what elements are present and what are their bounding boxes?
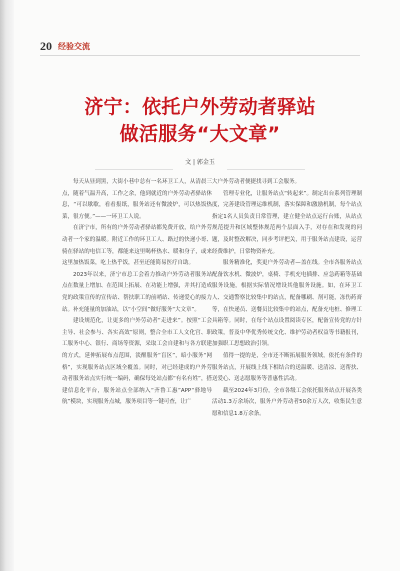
paragraph: 服务精准化，奖更户外劳动者—盖在线。全市各服务站点配备饮水机、微波炉，桌椅、手机充电插排、应急药箱等基础服务设施，根据实际情况增设其他服务设施。如，在环卫工人、交通警察比较集中的站点，配备哪刷、剂可能，冻伤药膏等，在快递员、送餐员比较集中的站点，配备充电桩、修理工具箱等。同时，在每个站点设置阅读专区，配备宣传党的方针政策，普及中华优秀传统文化、维护劳动者权益等书籍报刊，加强职工思想政治引领。 (212, 260, 362, 348)
article-title-line-2: 做活服务“大文章” (119, 123, 281, 145)
author-rule-left (95, 169, 173, 170)
paragraph: 2023年以来，济宁市总工会着力推动户外劳动者服务站点在数量上增加、在范围上拓展、在功能上增强，并其打造成党的政策宣传的宣传站、帮扶职工的前哨站、传递爱心的接力站。补充能量的加油站，以“小空间”做好服务“大文章”。 (62, 271, 212, 313)
paragraph: 管理专业化，让服务站点“转起来”。制定出台系列管理制度，完善建设管理运维机制，落实保障和激励机制，每个站点指定1名人员负责日常管理，建立健全站点运行台账，从站点规范提升和区域整体规范两个层面入手，对存在和发现的问题，及时整改解决，同步考评把关，用于服务站点建设，运营经费维护，日常物资补充。 (212, 190, 362, 255)
page-header (40, 38, 90, 54)
text-column-right (212, 177, 362, 420)
article-title-line-1: 济宁：依托户外劳动者驿站 (84, 96, 316, 118)
author-rule-right (227, 169, 305, 170)
paragraph: 值得一提的是，全市还不断拓展服务领域，依托有条件的服务站点，开展线上线下相结合的送温暖、送清凉、送帮扶、送爱心、送志愿服务等普惠性活动。 (212, 352, 362, 383)
page-spine-shadow (0, 0, 14, 571)
header-divider (40, 55, 360, 56)
paragraph: 在济宁市，所有的户外劳动者驿站都免费开放，给户外劳动者一个家的温暖。附近工作的环卫工人、路过的快递小哥、骑在驿站的电信工等，都能来这里喝杯热水、暖和身子，或来这里加热饭菜，吃上热乎饭，甚至还能简易医疗自助。 (62, 225, 212, 267)
paragraph: 每天从昼到黑，大街小巷中总有一名环卫工人，从清晨三点，随着气温升高，工作之余，他到就近的户外劳动者驿站休息，“可以歇歇，看看报纸，服务站还有微波炉，可以热饭热菜，很方便。”——一环卫工人说。 (62, 179, 212, 220)
paragraph: 建设规范化，让更多的户外劳动者“走进来”。按照“工会主导、社会参与、各实高效”原则，整合全市工人文化宫、职工服务中心、银行、商场等资源，采取工会自建和与各方联建的方式，延伸拓展布点范围，淡醒服务“盲区”，暗小服务“网格”，实现服务站点区域全覆盖。同时，对已经建成的户外劳动者服务站点实行统一编码，确保每处站点都“有名有姓”，搭建信息化平台，服务站点全部纳入“齐鲁工惠”APP“驿地导航”模块，实现服务点城，服务项目等一键可查，让广 (62, 318, 212, 406)
article-author: 文 | 郭金玉 (185, 159, 215, 166)
paragraph: 大户外劳动者便捷找寻到工会服务。 (212, 179, 301, 185)
text-column-left (62, 177, 212, 409)
paragraph: 截至2024年3月份，全市各级工会依托服务站点开展各类活动1.3万余场次，服务户外劳动者50余万人次，收集民生意愿和信息1.8万余条。 (212, 387, 362, 417)
section-name: 经验交流 (58, 41, 90, 51)
page-number: 20 (40, 38, 52, 53)
